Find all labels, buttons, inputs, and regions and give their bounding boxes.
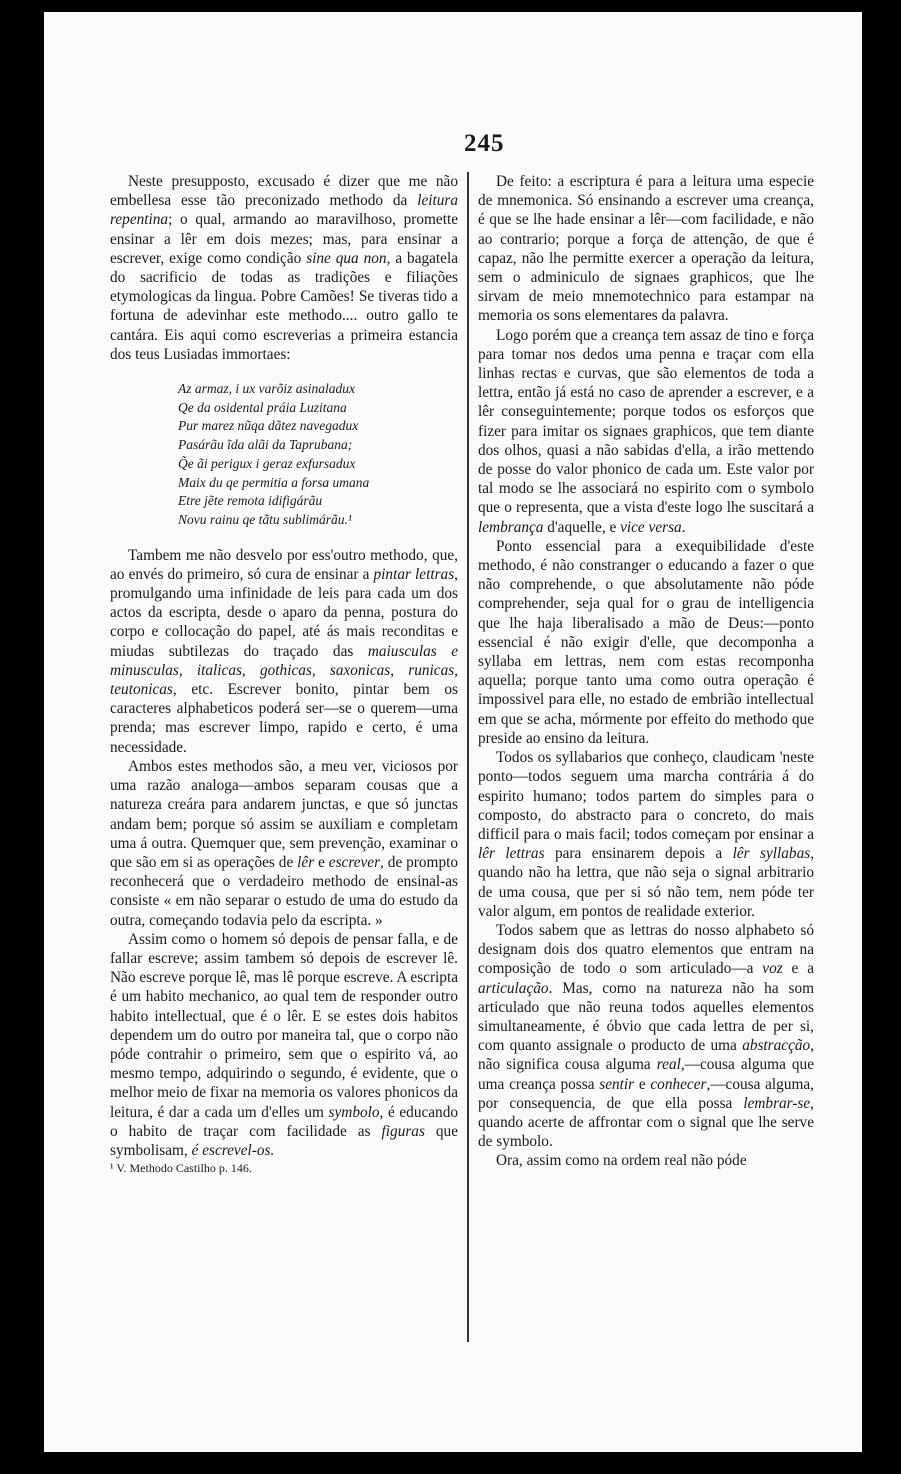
verse-line: Az armaz, i ux varõiz asinaladux (178, 381, 355, 397)
left-paragraph-4: Assim como o homem só depois de pensar falla, e de fallar escreve; assim tambem só depois de escrever lê. Não escreve porque lê, mas lê porque escreve. A escripta é um habito mechanico, ao qual tem de responder outro habito intellectual, que é o lêr. E se estes dois habitos dependem um do outro por maneira tal, que o corpo não póde contrahir o primeiro, sem que o espirito vá, ao mesmo tempo, adquirindo o segundo, é evidente, que o melhor meio de fixar na memoria os valores phonicos da leitura, é dar a cada um d'elles um symbolo, é educando o habito de traçar com facilidade as figuras que symbolisam, é escrevel-os. (110, 930, 458, 1159)
right-column (478, 172, 814, 1171)
right-paragraph-2: Logo porém que a creança tem assaz de tino e força para tomar nos dedos uma penna e traçar com ella linhas rectas e curvas, que são elementos de toda a lettra, então já está no caso de aprender a escrever, e a lêr conseguintemente; porque todos os esforços que fizer para imitar os signaes graphicos, que tem diante dos olhos, quasi a não sabidas d'ella, a irão mettendo de posse do valor phonico de cada um. Este valor por tal modo se lhe associará no espirito com o symbolo que o representa, que a vista d'este logo lhe suscitará a lembrança d'aquelle, e vice versa. (478, 326, 814, 536)
right-paragraph-1: De feito: a escriptura é para a leitura uma especie de mnemonica. Só ensinando a escrever uma creança, é que se lhe hade ensinar a lêr—com facilidade, e não ao contrario; porque a força de attenção, de que é capaz, não lhe permitte exercer a operação da leitura, sem o adminiculo de signaes graphicos, que lhe sirvam de meio mnemotechnico para estampar na memoria os sons elementares da palavra. (478, 173, 814, 325)
left-paragraph-2: Tambem me não desvelo por ess'outro methodo, que, ao envés do primeiro, só cura de ensinar a pintar lettras, promulgando uma infinidade de leis para cada um dos actos da escripta, desde o aparo da penna, postura do corpo e collocação do papel, até ás mais reconditas e miudas subtilezas do traçado das maiusculas e minusculas, italicas, gothicas, saxonicas, runicas, teutonicas, etc. Escrever bonito, pintar bem os caracteres alphabeticos poderá ser—se o querem—uma prenda; mas escrever limpo, rapido e certo, é uma necessidade. (110, 546, 458, 756)
verse-quote (178, 380, 458, 530)
left-column (110, 172, 458, 1176)
verse-line: Novu rainu qe tãtu sublimárãu.¹ (178, 511, 352, 527)
verse-line: Maix du qe permitia a forsa umana (178, 474, 370, 490)
right-paragraph-4: Todos os syllabarios que conheço, claudicam 'neste ponto—todos seguem uma marcha contrária á do espirito humano; todos partem do simples para o composto, do abstracto para o concreto, do mais difficil para o mais facil; todos começam por ensinar a lêr lettras para ensinarem depois a lêr syllabas, quando não ha lettra, que não seja o signal arbitrario de uma cousa, que per si só não tem, nem póde ter valor algum, em pontos de realidade exterior. (478, 749, 815, 920)
left-paragraph-1: Neste presupposto, excusado é dizer que me não embellesa esse tão preconizado methodo da leitura repentina; o qual, armando ao maravilhoso, promette ensinar a lêr em dois mezes; mas, para ensinar a escrever, exige como condição sine qua non, a bagatela do sacrificio de todas as tradições e filiações etymologicas da lingua. Pobre Camões! Se tiveras tido a fortuna de adevinhar este methodo.... outro gallo te cantára. Eis aqui como escreverias a primeira estancia dos teus Lusiadas immortaes: (110, 173, 458, 363)
verse-line: Pur marez nũqa dãtez navegadux (178, 418, 359, 434)
verse-line: Etre jẽte remota idifigárãu (178, 493, 323, 509)
right-paragraph-5: Todos sabem que as lettras do nosso alphabeto só designam dois dos quatro elementos que entram na composição de todo o som articulado—a voz e a articulação. Mas, como na natureza não ha som articulado que não reuna todos aquelles elementos simultaneamente, é óbvio que cada lettra de per si, com quanto assignale o producto de uma abstracção, não significa cousa alguma real,—cousa alguma que uma creança possa sentir e conhecer,—cousa alguma, por consequencia, de que ella possa lembrar-se, quando acerte de affrontar com o signal que lhe serve de symbolo. (478, 921, 814, 1151)
right-paragraph-6: Ora, assim como na ordem real não póde (496, 1152, 747, 1170)
verse-line: Qe da osidental práia Luzitana (178, 399, 347, 415)
right-paragraph-3: Ponto essencial para a exequibilidade d'este methodo, é não constranger o educando a fazer o que não comprehende, o que absolutamente não póde comprehender, seja qual for o grau de intelligencia que lhe haja liberalisado a mão de Deus:—ponto essencial é não exigir d'elle, que decomponha a syllaba em lettras, nem com estas recomponha aquella; porque tanto uma como outra operação é impossivel para elle, no estado de embrião intellectual em que se acha, mórmente por effeito do methodo que preside ao ensino da leitura. (478, 537, 814, 747)
footnote: ¹ V. Methodo Castilho p. 146. (110, 1161, 252, 1176)
left-paragraph-3: Ambos estes methodos são, a meu ver, viciosos por uma razão analoga—ambos separam cousas que a natureza creára para andarem junctas, e que só junctas andam bem; porque só assim se auxiliam e completam uma á outra. Quemquer que, sem prevenção, examinar o que são em si as operações de lêr e escrever, de prompto reconhecerá que o verdadeiro methodo de ensinal-as consiste « em não separar o estudo de uma do estudo da outra, começando todavia pelo da escripta. » (110, 757, 458, 929)
page-number: 245 (464, 130, 505, 157)
column-divider (467, 172, 469, 1342)
verse-line: Pasárãu ĩda alãi da Taprubana; (178, 437, 353, 453)
book-page (44, 12, 862, 1452)
verse-line: Q̃e ãi perigux i geraz exfursadux (178, 455, 356, 471)
